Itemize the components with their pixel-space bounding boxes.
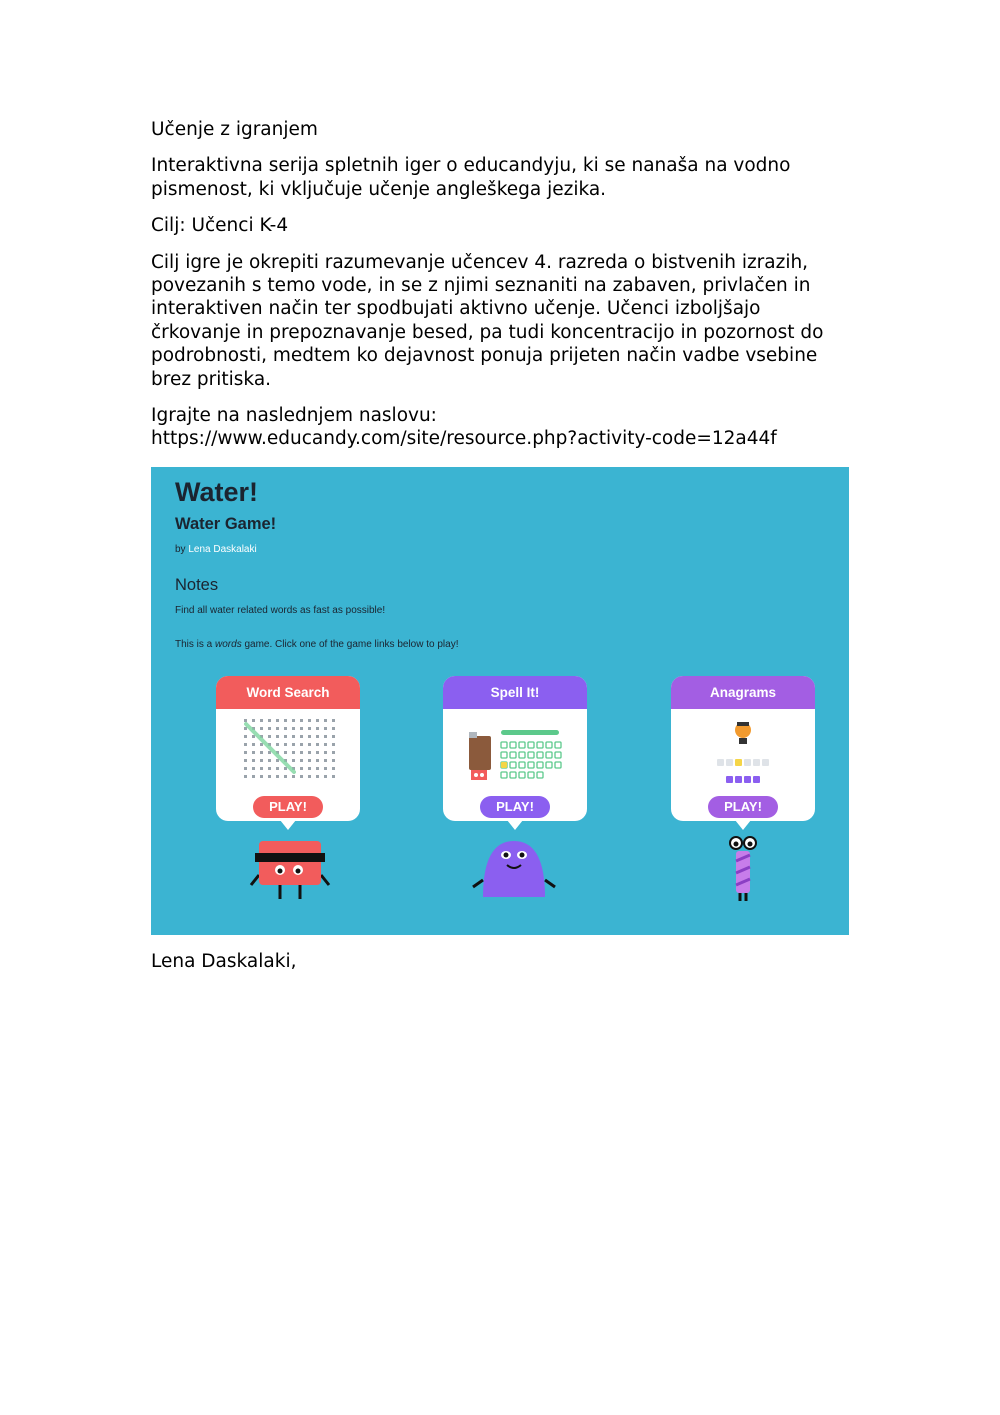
word-search-card[interactable] — [216, 676, 360, 821]
document-title: Učenje z igranjem — [151, 119, 318, 140]
game-subtitle: Water Game! — [175, 515, 277, 533]
game-screenshot — [151, 467, 849, 935]
note-line-2: This is a words game. Click one of the game links below to play! — [175, 639, 459, 650]
play-prompt-block — [151, 404, 851, 451]
byline — [175, 544, 257, 555]
document-body — [151, 118, 851, 464]
author-link[interactable]: Lena Daskalaki — [188, 544, 257, 555]
intro-paragraph: Interaktivna serija spletnih iger o educandyju, ki se nanaša na vodno pismenost, ki vključuje učenje angleškega jezika. — [151, 155, 791, 200]
target-audience: Cilj: Učenci K-4 — [151, 215, 289, 237]
red-block-character-icon — [245, 835, 335, 905]
word-search-label: Word Search — [216, 676, 360, 709]
signature: Lena Daskalaki, — [151, 951, 297, 972]
striped-pencil-character-icon — [721, 835, 765, 905]
activity-url[interactable]: https://www.educandy.com/site/resource.php?activity-code=12a44f — [151, 428, 777, 450]
notes-heading: Notes — [175, 576, 219, 594]
purple-blob-character-icon — [469, 835, 559, 905]
word-grid-thumbnail — [216, 714, 360, 792]
anagrams-label: Anagrams — [671, 676, 815, 709]
anagram-thumbnail — [671, 714, 815, 792]
play-prompt: Igrajte na naslednjem naslovu: — [151, 405, 437, 427]
goal-paragraph: Cilj igre je okrepiti razumevanje učencev 4. razreda o bistvenih izrazih, povezanih s temo vode, in se z njimi seznaniti na zabaven, privlačen in interaktiven način ter spodbujati aktivno učenje. Učenci izboljšajo črkovanje in prepoznavanje besed, pa tudi koncentracijo in pozornost do podrobnosti, medtem ko dejavnost ponuja prijeten način vadbe vsebine brez pritiska. — [151, 251, 824, 390]
game-title: Water! — [175, 477, 259, 507]
spell-it-label: Spell It! — [443, 676, 587, 709]
anagrams-card[interactable] — [671, 676, 815, 821]
spell-it-card[interactable] — [443, 676, 587, 821]
spell-thumbnail — [443, 714, 587, 792]
by-label: by — [175, 544, 186, 555]
word-search-play-button[interactable]: PLAY! — [253, 796, 323, 818]
words-emphasis: words — [215, 639, 242, 650]
spell-it-play-button[interactable]: PLAY! — [480, 796, 550, 818]
note-line-1: Find all water related words as fast as possible! — [175, 605, 386, 616]
anagrams-play-button[interactable]: PLAY! — [708, 796, 778, 818]
